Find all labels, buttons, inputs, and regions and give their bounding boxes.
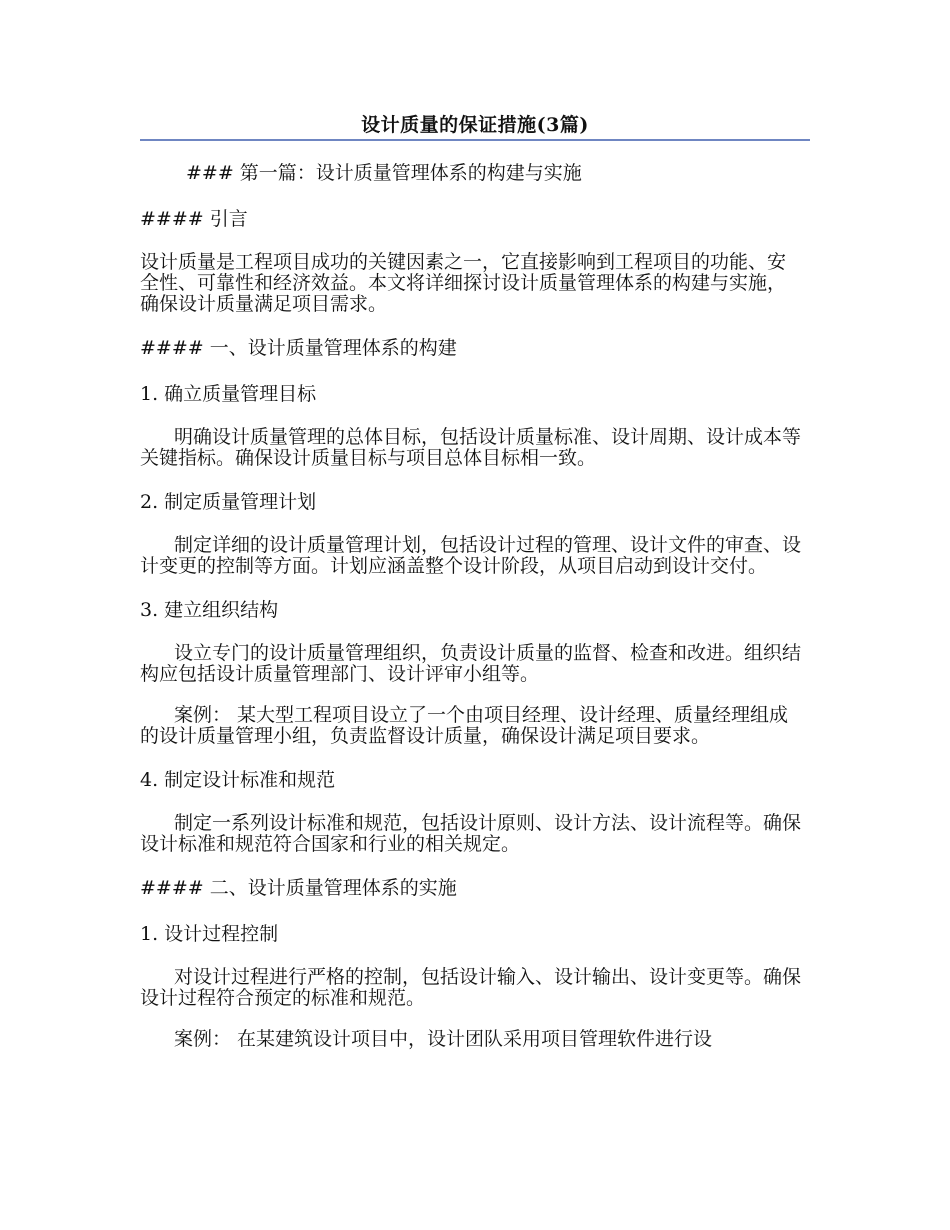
list-item-organization: 3. 建立组织结构 (140, 599, 279, 621)
paragraph-intro: 设计质量是工程项目成功的关键因素之一，它直接影响到工程项目的功能、安全性、可靠性和经济效益。本文将详细探讨设计质量管理体系的构建与实施，确保设计质量满足项目需求。 (140, 251, 787, 315)
paragraph-process-control: 对设计过程进行严格的控制，包括设计输入、设计输出、设计变更等。确保设计过程符合预定的标准和规范。 (140, 966, 802, 1009)
list-item-process-control: 1. 设计过程控制 (140, 923, 279, 945)
list-item-standards: 4. 制定设计标准和规范 (140, 769, 336, 791)
list-item-plan: 2. 制定质量管理计划 (140, 491, 317, 513)
subheading-implementation: #### 二、设计质量管理体系的实施 (140, 877, 457, 899)
subheading-introduction: #### 引言 (140, 208, 248, 230)
document-title: 设计质量的保证措施(3篇) (361, 114, 589, 136)
title-underline (140, 139, 810, 141)
paragraph-case-process: 案例： 在某建筑设计项目中，设计团队采用项目管理软件进行设 (174, 1028, 713, 1050)
list-item-goal: 1. 确立质量管理目标 (140, 383, 317, 405)
document-body (140, 160, 804, 1070)
paragraph-case-organization: 案例： 某大型工程项目设立了一个由项目经理、设计经理、质量经理组成的设计质量管理小组，负责监督设计质量，确保设计满足项目要求。 (140, 704, 789, 747)
paragraph-standards: 制定一系列设计标准和规范，包括设计原则、设计方法、设计流程等。确保设计标准和规范符合国家和行业的相关规定。 (140, 812, 802, 855)
section-heading-part-1: ### 第一篇：设计质量管理体系的构建与实施 (186, 162, 582, 184)
subheading-construction: #### 一、设计质量管理体系的构建 (140, 337, 457, 359)
paragraph-organization: 设立专门的设计质量管理组织，负责设计质量的监督、检查和改进。组织结构应包括设计质量管理部门、设计评审小组等。 (140, 642, 802, 685)
paragraph-goal: 明确设计质量管理的总体目标，包括设计质量标准、设计周期、设计成本等关键指标。确保设计质量目标与项目总体目标相一致。 (140, 426, 802, 469)
paragraph-plan: 制定详细的设计质量管理计划，包括设计过程的管理、设计文件的审查、设计变更的控制等方面。计划应涵盖整个设计阶段，从项目启动到设计交付。 (140, 534, 802, 577)
